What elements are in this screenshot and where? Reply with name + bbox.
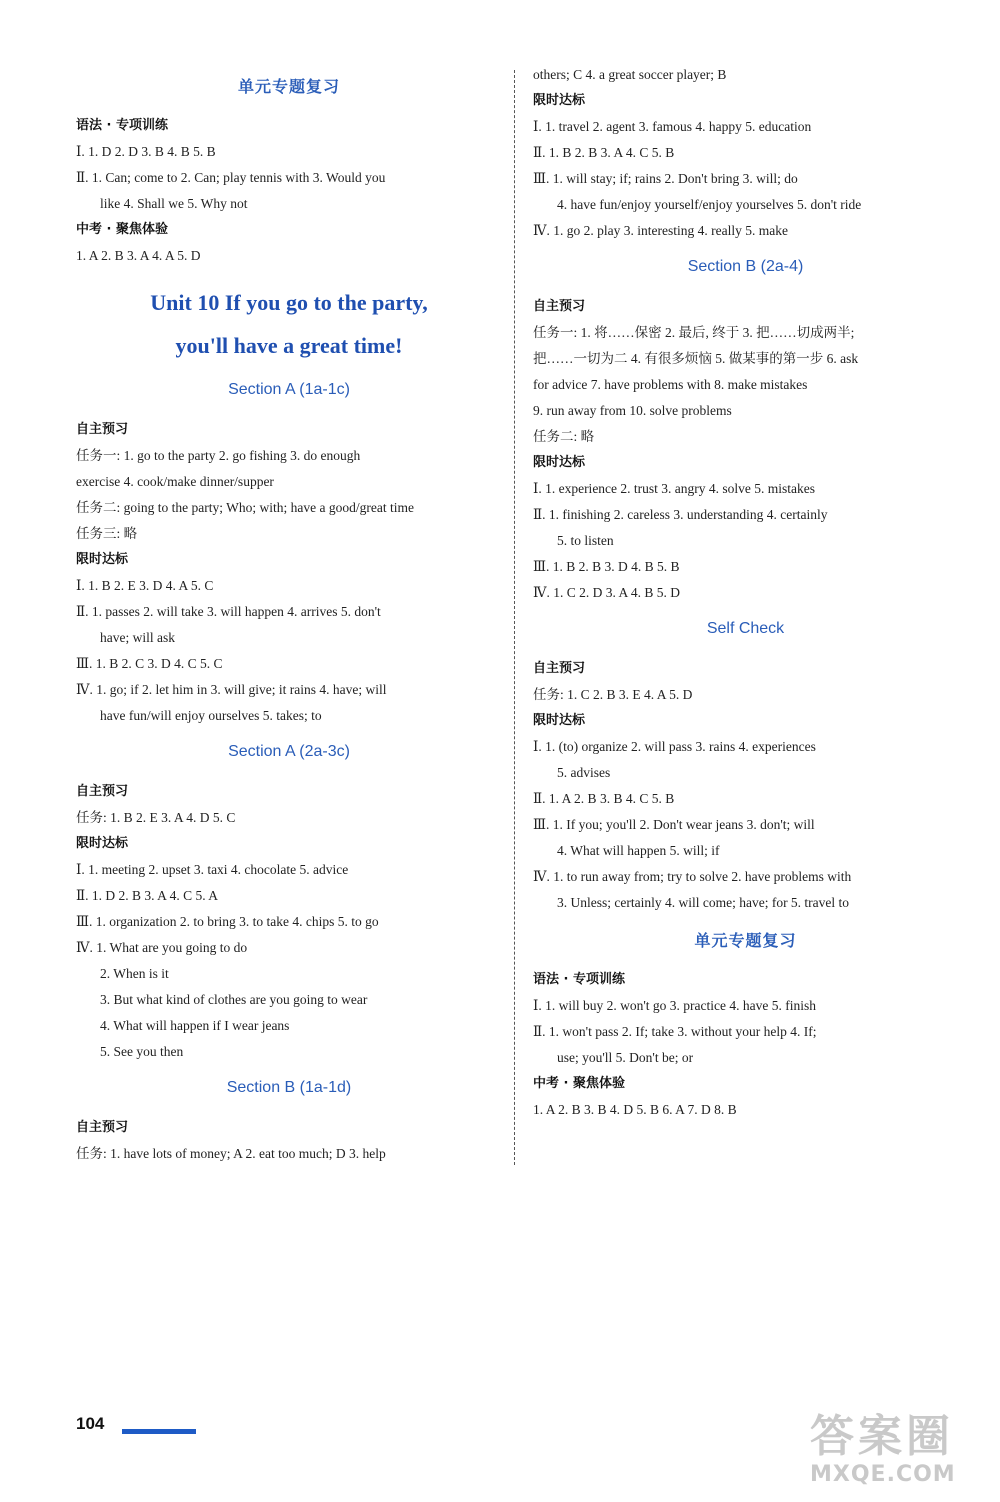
answer-line: 任务一: 1. 将……保密 2. 最后, 终于 3. 把……切成两半; [533,325,855,340]
answer-line: 任务: 1. C 2. B 3. E 4. A 5. D [533,687,693,702]
answer-line: have fun/will enjoy ourselves 5. takes; to [100,708,322,723]
section-heading: Section B (2a-4) [687,258,804,275]
watermark-url: MXQE.COM [810,1462,956,1487]
unit-title [76,281,502,367]
answer-line: exercise 4. cook/make dinner/supper [76,474,274,489]
answer-line: Ⅰ. 1. B 2. E 3. D 4. A 5. C [76,578,214,593]
answer-line: Ⅰ. 1. travel 2. agent 3. famous 4. happy 5. education [533,119,812,134]
answer-line: for advice 7. have problems with 8. make mistakes [533,377,808,392]
subsection-label: 限时达标 [533,455,586,470]
section-heading: Section B (1a-1d) [226,1079,352,1096]
answer-line: 2. When is it [100,966,169,981]
answer-line: use; you'll 5. Don't be; or [557,1050,694,1065]
answer-line: 任务二: going to the party; Who; with; have a good/great time [76,500,414,515]
watermark [810,1412,956,1488]
answer-line: 任务: 1. have lots of money; A 2. eat too much; D 3. help [76,1146,386,1161]
subsection-label: 限时达标 [533,93,586,108]
answer-line: 4. What will happen 5. will; if [557,843,720,858]
subsection-label: 自主预习 [76,784,129,799]
answer-line: Ⅰ. 1. meeting 2. upset 3. taxi 4. chocolate 5. advice [76,862,349,877]
answer-line: Ⅲ. 1. organization 2. to bring 3. to take 4. chips 5. to go [76,914,379,929]
answer-line: Ⅲ. 1. B 2. C 3. D 4. C 5. C [76,656,223,671]
subsection-label: 中考 · 聚焦体验 [76,222,168,237]
answer-line: Ⅰ. 1. experience 2. trust 3. angry 4. solve 5. mistakes [533,481,816,496]
page-number-bar [122,1429,196,1434]
answer-line: Ⅳ. 1. to run away from; try to solve 2. have problems with [533,869,852,884]
subsection-label: 语法 · 专项训练 [533,972,625,987]
answer-line: 1. A 2. B 3. B 4. D 5. B 6. A 7. D 8. B [533,1102,737,1117]
answer-line: 5. advises [557,765,611,780]
answer-line: 9. run away from 10. solve problems [533,403,732,418]
section-heading: Section A (1a-1c) [228,381,350,398]
subsection-label: 中考 · 聚焦体验 [533,1076,625,1091]
answer-line: Ⅱ. 1. Can; come to 2. Can; play tennis with 3. Would you [76,170,386,185]
left-column [76,62,502,1167]
answer-line: Ⅳ. 1. go 2. play 3. interesting 4. really 5. make [533,223,788,238]
answer-line: Ⅳ. 1. What are you going to do [76,940,248,955]
answer-line: Ⅱ. 1. A 2. B 3. B 4. C 5. B [533,791,675,806]
answer-line: 3. But what kind of clothes are you going to wear [100,992,368,1007]
answer-line: 1. A 2. B 3. A 4. A 5. D [76,248,201,263]
subsection-label: 限时达标 [76,552,129,567]
answer-line: 5. to listen [557,533,614,548]
unit-title-line-2: you'll have a great time! [175,333,403,358]
answer-line: Ⅲ. 1. B 2. B 3. D 4. B 5. B [533,559,680,574]
answer-line: like 4. Shall we 5. Why not [100,196,248,211]
answer-line: 任务一: 1. go to the party 2. go fishing 3. do enough [76,448,361,463]
subsection-label: 自主预习 [76,422,129,437]
answer-line: Ⅱ. 1. passes 2. will take 3. will happen 4. arrives 5. don't [76,604,381,619]
answer-line: others; C 4. a great soccer player; B [533,67,727,82]
right-column [533,62,958,1123]
column-divider [514,70,515,1165]
answer-line: 任务三: 略 [76,526,138,541]
section-title: 单元专题复习 [237,77,340,96]
answer-line: 3. Unless; certainly 4. will come; have; for 5. travel to [557,895,850,910]
answer-line: 5. See you then [100,1044,184,1059]
section-heading: Self Check [706,620,785,637]
answer-line: 把……一切为二 4. 有很多烦恼 5. 做某事的第一步 6. ask [533,351,859,366]
subsection-label: 自主预习 [76,1120,129,1135]
page-number: 104 [76,1414,105,1433]
unit-title-line-1: Unit 10 If you go to the party, [150,290,428,315]
answer-line: Ⅰ. 1. D 2. D 3. B 4. B 5. B [76,144,216,159]
answer-line: Ⅲ. 1. will stay; if; rains 2. Don't bring 3. will; do [533,171,798,186]
watermark-logo-text: 答案圈 [810,1411,954,1462]
answer-line: Ⅱ. 1. finishing 2. careless 3. understanding 4. certainly [533,507,828,522]
answer-line: Ⅱ. 1. won't pass 2. If; take 3. without your help 4. If; [533,1024,817,1039]
answer-line: Ⅳ. 1. C 2. D 3. A 4. B 5. D [533,585,681,600]
answer-line: Ⅱ. 1. B 2. B 3. A 4. C 5. B [533,145,675,160]
section-heading: Section A (2a-3c) [228,743,350,760]
answer-line: 4. have fun/enjoy yourself/enjoy yourselves 5. don't ride [557,197,862,212]
subsection-label: 限时达标 [533,713,586,728]
answer-line: Ⅱ. 1. D 2. B 3. A 4. C 5. A [76,888,218,903]
subsection-label: 自主预习 [533,661,586,676]
section-title: 单元专题复习 [694,931,797,950]
answer-line: Ⅳ. 1. go; if 2. let him in 3. will give; it rains 4. have; will [76,682,387,697]
subsection-label: 自主预习 [533,299,586,314]
answer-line: 任务二: 略 [533,429,595,444]
answer-line: 4. What will happen if I wear jeans [100,1018,290,1033]
answer-line: Ⅲ. 1. If you; you'll 2. Don't wear jeans 3. don't; will [533,817,815,832]
subsection-label: 语法 · 专项训练 [76,118,168,133]
answer-line: have; will ask [100,630,175,645]
answer-line: 任务: 1. B 2. E 3. A 4. D 5. C [76,810,236,825]
answer-line: Ⅰ. 1. (to) organize 2. will pass 3. rains 4. experiences [533,739,816,754]
subsection-label: 限时达标 [76,836,129,851]
answer-line: Ⅰ. 1. will buy 2. won't go 3. practice 4. have 5. finish [533,998,816,1013]
